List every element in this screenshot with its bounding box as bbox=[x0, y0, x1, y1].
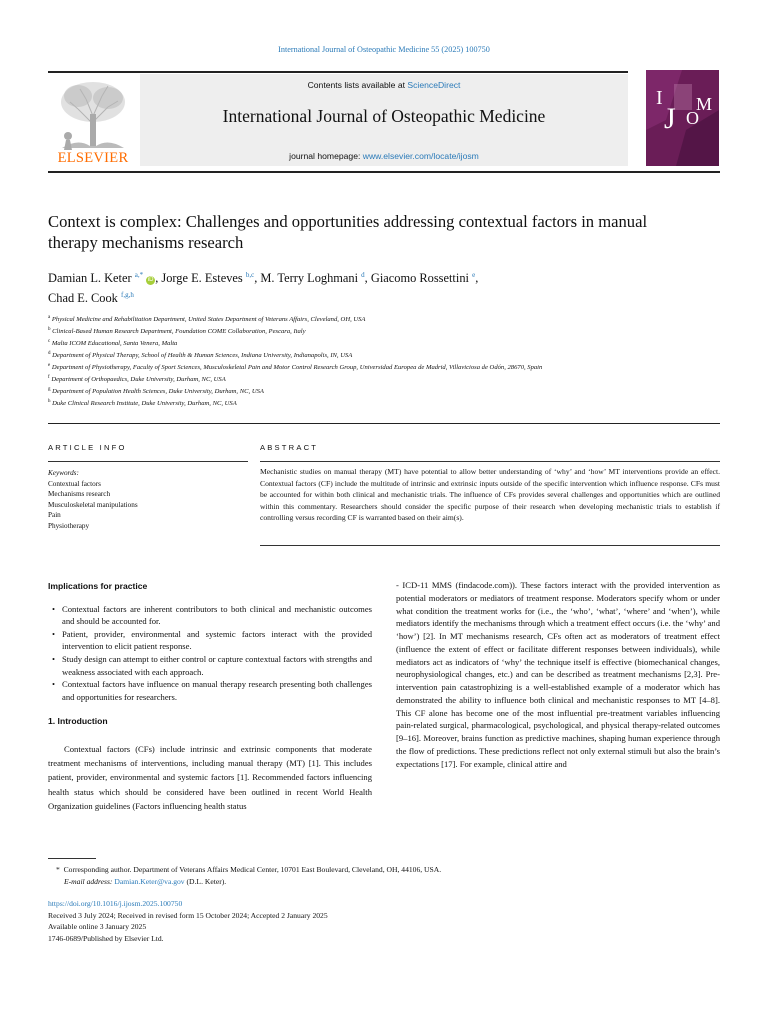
abstract-bottom-rule bbox=[260, 545, 720, 546]
author-name[interactable]: Jorge E. Esteves bbox=[161, 271, 243, 285]
sciencedirect-link[interactable]: ScienceDirect bbox=[407, 80, 461, 90]
corresponding-author-text: Corresponding author. Department of Veterans Affairs Medical Center, 10701 East Boulevard, Cleveland, OH, 44106, USA. bbox=[63, 865, 442, 874]
author-name[interactable]: M. Terry Loghmani bbox=[260, 271, 359, 285]
keywords-rule bbox=[48, 461, 248, 462]
affiliation-item bbox=[48, 349, 720, 361]
elsevier-wordmark: ELSEVIER bbox=[57, 150, 129, 166]
author-affiliation-mark[interactable]: b,c bbox=[245, 271, 255, 279]
keywords-label: Keywords: bbox=[48, 469, 79, 477]
implication-bullet: • Contextual factors are inherent contributors to both clinical and mechanistic outcomes and should be accounted for. bbox=[48, 603, 372, 628]
affiliation-mark: d bbox=[48, 351, 51, 356]
running-head[interactable]: International Journal of Osteopathic Medicine 55 (2025) 100750 bbox=[278, 45, 490, 54]
introduction-heading: 1. Introduction bbox=[48, 716, 108, 727]
affiliation-item bbox=[48, 313, 720, 325]
article-title: Context is complex: Challenges and opportunities addressing contextual factors in manual therapy mechanisms research bbox=[48, 212, 648, 252]
author-affiliation-mark[interactable]: e bbox=[472, 271, 476, 279]
article-info-top-rule bbox=[48, 423, 720, 424]
svg-text:J: J bbox=[664, 102, 676, 135]
affiliation-mark: e bbox=[48, 363, 51, 368]
affiliation-text: Clinical-Based Human Research Department, Foundation COME Collaboration, Pescara, Italy bbox=[50, 328, 306, 335]
email-suffix: (D.L. Keter). bbox=[186, 877, 227, 886]
affiliation-item bbox=[48, 337, 720, 349]
masthead-bottom-rule bbox=[48, 171, 720, 173]
keywords-block bbox=[48, 468, 248, 531]
keyword-item: Contextual factors bbox=[48, 479, 101, 488]
affiliation-item bbox=[48, 325, 720, 337]
abstract-rule bbox=[260, 461, 720, 462]
asterisk-mark: * bbox=[56, 865, 64, 874]
affiliation-text: Physical Medicine and Rehabilitation Department, United States Department of Veterans Affairs, Cleveland, OH, USA bbox=[50, 316, 366, 323]
keyword-list bbox=[48, 479, 248, 532]
author[interactable] bbox=[371, 271, 475, 285]
svg-text:O: O bbox=[686, 108, 699, 128]
author[interactable] bbox=[48, 271, 155, 285]
affiliation-text: Duke Clinical Research Institute, Duke University, Durham, NC, USA bbox=[50, 400, 237, 407]
corresponding-author-note bbox=[48, 864, 720, 876]
publication-info bbox=[48, 898, 720, 944]
affiliation-mark: h bbox=[48, 399, 51, 404]
body-right-column: - ICD-11 MMS (findacode.com)). These factors interact with the provided intervention as potential moderators or mediators of treatment response. Moderators specify whom or under what condition the treatment works for (i.e., the ‘who’, ‘what’, ‘where’ and ‘when’), while mediators identify the mechanisms through which a treatment effect occurs (i.e. the ‘why’ and ‘how’) [2]. In MT mechanisms research, CFs often act as moderators of treatment effect (influence the extent of effect or facilitate different responses between individuals), while mediators act as indicators of ‘why’ the technique itself is effective (biomechanical changes, neurophysiological changes, etc.) and can be described as treatment mechanisms [2,3]. Pre-intervention pain catastrophizing is a well-established example of a moderator which has demonstrated the ability to influence both clinical and mechanistic responses to MT [4–8]. This CF alone has become one of the most influential pre-treatment variables influencing pain-related surgical, pharmacological, psychological, and physical therapy-related outcomes [9–16]. Moreover, brains function as predictive machines, shaping human experience through the flow of predictions. These predictions reflect not only external stimuli but also the brain’s expectations [17]. For example, clinical attire and bbox=[396, 580, 720, 769]
contents-prefix: Contents lists available at bbox=[307, 80, 408, 90]
doi-link[interactable]: https://doi.org/10.1016/j.ijosm.2025.100750 bbox=[48, 899, 183, 908]
orcid-icon[interactable]: iD bbox=[147, 277, 154, 283]
footnote-rule bbox=[48, 858, 96, 859]
journal-title: International Journal of Osteopathic Medicine bbox=[222, 106, 546, 126]
issn-line: 1746-0689/Published by Elsevier Ltd. bbox=[48, 933, 164, 943]
svg-text:I: I bbox=[656, 87, 663, 109]
implications-heading: Implications for practice bbox=[48, 581, 148, 591]
keyword-item: Musculoskeletal manipulations bbox=[48, 500, 138, 509]
elsevier-logo bbox=[48, 74, 138, 166]
affiliation-mark: c bbox=[48, 339, 51, 344]
contents-line bbox=[140, 80, 628, 90]
affiliation-text: Department of Physiotherapy, Faculty of Sport Sciences, Musculoskeletal Pain and Motor Control Research Group, Universidad Europea de Madrid, Villaviciosa de Odón, 28670, Spain bbox=[50, 364, 543, 371]
affiliation-text: Department of Physical Therapy, School of Health & Human Sciences, Indiana University, Indianapolis, IN, USA bbox=[50, 352, 353, 359]
author-affiliation-mark[interactable]: f,g,h bbox=[120, 291, 134, 299]
affiliation-text: Department of Population Health Sciences, Duke University, Durham, NC, USA bbox=[50, 388, 264, 395]
article-info-heading: ARTICLE INFO bbox=[48, 443, 127, 452]
implications-list bbox=[48, 603, 372, 704]
author-list: Damian L. Keter $^{a,*}$ iD , Jorge E. Esteves $^{b,c}$, M. Terry Loghmani $^d$, Giacomo Rossettini $^e$, Chad E. Cook $^{f,g,h}$ bbox=[48, 271, 479, 305]
keyword-item: Physiotherapy bbox=[48, 521, 90, 530]
journal-cover-image bbox=[646, 70, 719, 166]
implication-bullet: • Study design can attempt to either control or capture contextual factors with strengths and weakness associated with each approach. bbox=[48, 653, 372, 678]
author-affiliation-mark[interactable]: a,* bbox=[134, 271, 144, 279]
affiliation-mark: g bbox=[48, 387, 51, 392]
footnotes bbox=[48, 864, 720, 888]
svg-text:M: M bbox=[696, 94, 713, 114]
author[interactable] bbox=[161, 271, 254, 285]
introduction-paragraph: Contextual factors (CFs) include intrinsic and extrinsic components that moderate treatment mechanisms of interventions, including manual therapy (MT) [1]. This includes patient, provider, environmental and systemic factors [1]. Recommended factors influencing health status which should be considered have been outlined in recent World Health Organization guidelines (Factors influencing health status bbox=[48, 743, 372, 811]
email-label: E-mail address: bbox=[64, 877, 113, 886]
author[interactable] bbox=[48, 291, 134, 305]
keyword-item: Pain bbox=[48, 511, 61, 519]
journal-masthead bbox=[140, 74, 628, 166]
affiliation-mark: b bbox=[48, 327, 51, 332]
received-dates: Received 3 July 2024; Received in revised form 15 October 2024; Accepted 2 January 2025 bbox=[48, 910, 328, 920]
affiliation-item bbox=[48, 361, 720, 373]
homepage-link[interactable]: www.elsevier.com/locate/ijosm bbox=[362, 151, 479, 161]
affiliation-item bbox=[48, 385, 720, 397]
body-left-column bbox=[48, 580, 372, 813]
affiliation-item bbox=[48, 373, 720, 385]
email-link[interactable]: Damian.Keter@va.gov bbox=[114, 877, 185, 886]
author-name[interactable]: Giacomo Rossettini bbox=[370, 271, 469, 285]
online-date: Available online 3 January 2025 bbox=[48, 922, 147, 931]
homepage-line bbox=[140, 151, 628, 161]
abstract-heading: ABSTRACT bbox=[260, 443, 319, 452]
abstract-text: Mechanistic studies on manual therapy (MT) have potential to allow better understanding of ‘why’ and ‘how’ MT interventions provide an effect. Contextual factors (CF) include the multitude of intrinsic and extrinsic inputs outside of the specific intervention which influence response. CFs must be accounted for within both clinical and mechanistic trials. The influence of CFs provides several challenges and opportunities which are outlined within this commentary. Researchers should consider the specific purpose of their research when developing mechanistic trials to establish if controlling versus recording CF is warranted based on their aim(s). bbox=[260, 467, 720, 523]
email-note bbox=[48, 876, 720, 888]
author-affiliation-mark[interactable]: d bbox=[361, 271, 365, 279]
journal-cover-art bbox=[646, 70, 719, 166]
affiliation-item bbox=[48, 397, 720, 409]
affiliation-mark: f bbox=[48, 375, 50, 380]
author[interactable] bbox=[260, 271, 364, 285]
author-name[interactable]: Damian L. Keter bbox=[48, 271, 132, 285]
author-name[interactable]: Chad E. Cook bbox=[48, 291, 118, 305]
keyword-item: Mechanisms research bbox=[48, 490, 111, 498]
masthead-top-rule bbox=[48, 71, 628, 73]
implication-bullet: • Contextual factors have influence on manual therapy research presenting both challenges and opportunities for researchers. bbox=[48, 678, 372, 703]
affiliation-mark: a bbox=[48, 315, 51, 320]
homepage-prefix: journal homepage: bbox=[289, 151, 363, 161]
implication-bullet: • Patient, provider, environmental and systemic factors interact with the provided intervention to elicit patient response. bbox=[48, 628, 372, 653]
affiliation-text: Department of Orthopaedics, Duke University, Durham, NC, USA bbox=[49, 376, 226, 383]
affiliation-text: Malta ICOM Educational, Santa Venera, Malta bbox=[50, 340, 178, 347]
affiliation-list bbox=[48, 313, 720, 409]
